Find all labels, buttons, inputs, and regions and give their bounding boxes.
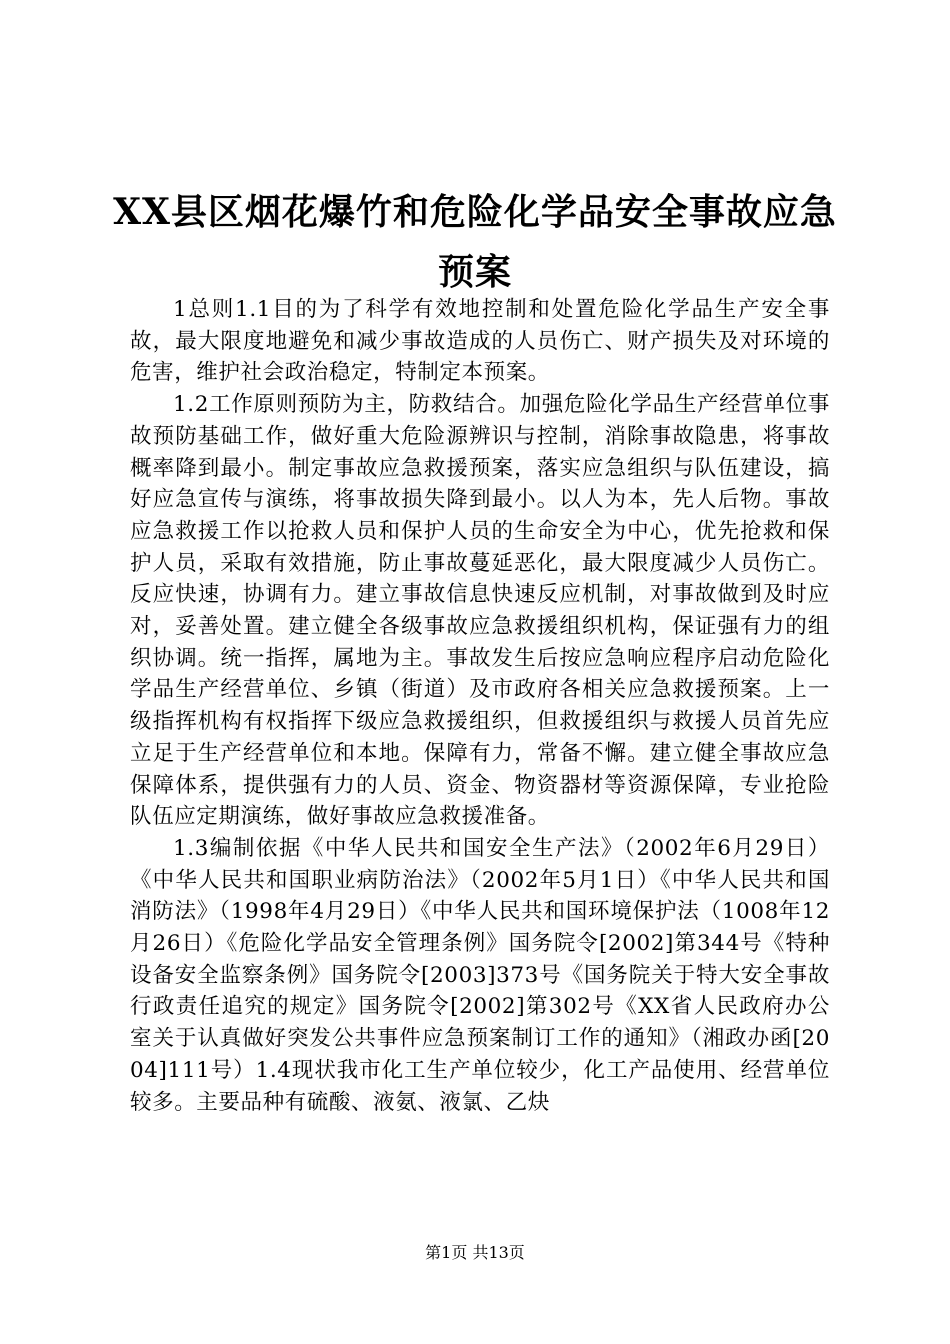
paragraph-working-principles: 1.2工作原则预防为主，防救结合。加强危险化学品生产经营单位事故预防基础工作，做好重大危险源辨识与控制，消除事故隐患，将事故概率降到最小。制定事故应急救援预案，落实应急组织与队伍建设，搞好应急宣传与演练，将事故损失降到最小。以人为本，先人后物。事故应急救援工作以抢救人员和保护人员的生命安全为中心，优先抢救和保护人员，采取有效措施，防止事故蔓延恶化，最大限度减少人员伤亡。反应快速，协调有力。建立事故信息快速反应机制，对事故做到及时应对，妥善处置。建立健全各级事故应急救援组织机构，保证强有力的组织协调。统一指挥，属地为主。事故发生后按应急响应程序启动危险化学品生产经营单位、乡镇（街道）及市政府各相关应急救援预案。上一级指挥机构有权指挥下级应急救援组织，但救援组织与救援人员首先应立足于生产经营单位和本地。保障有力，常备不懈。建立健全事故应急保障体系，提供强有力的人员、资金、物资器材等资源保障，专业抢险队伍应定期演练，做好事故应急救援准备。	[130, 392, 830, 830]
paragraph-general-principles: 1总则1.1目的为了科学有效地控制和处置危险化学品生产安全事故，最大限度地避免和减少事故造成的人员伤亡、财产损失及对环境的危害，维护社会政治稳定，特制定本预案。	[130, 297, 830, 386]
document-title-line-2: 预案	[437, 251, 512, 293]
page-number-footer: 第1页 共13页	[425, 1243, 525, 1262]
paragraph-compilation-basis: 1.3编制依据《中华人民共和国安全生产法》（2002年6月29日）《中华人民共和国职业病防治法》（2002年5月1日）《中华人民共和国消防法》（1998年4月29日）《中华人民共和国环境保护法（1008年12月26日）《危险化学品安全管理条例》国务院令[2002]第344号《特种设备安全监察条例》国务院令[2003]373号《国务院关于特大安全事故行政责任追究的规定》国务院令[2002]第302号《XX省人民政府办公室关于认真做好突发公共事件应急预案制订工作的通知》（湘政办函[2004]111号）1.4现状我市化工生产单位较少，化工产品使用、经营单位较多。主要品种有硫酸、液氨、液氯、乙炔	[130, 835, 830, 1115]
document-title-line-1: XX县区烟花爆竹和危险化学品安全事故应急	[113, 191, 837, 233]
document-body	[130, 294, 830, 1118]
